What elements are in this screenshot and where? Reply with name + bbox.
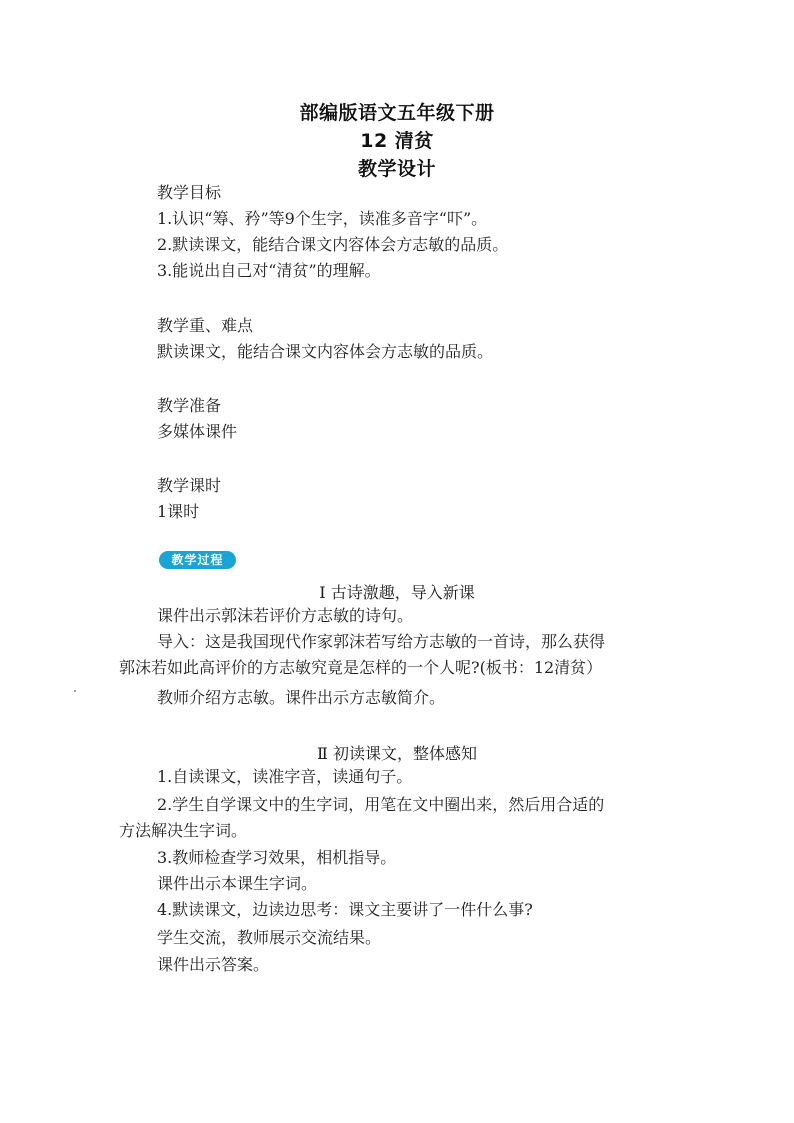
margin-dot	[74, 690, 76, 692]
section2-line: 3.教师检查学习效果，相机指导。	[157, 848, 397, 867]
section2-line: 1.自读课文，读准字音，读通句子。	[157, 767, 413, 786]
design-title: 教学设计	[357, 158, 436, 180]
objective-item: 1.认识“筹、矜”等9个生字，读准多音字“吓”。	[157, 209, 488, 228]
section2-line: 2.学生自学课文中的生字词，用笔在文中圈出来，然后用合适的	[157, 795, 605, 814]
process-badge: 教学过程	[159, 551, 236, 569]
objective-item: 2.默读课文，能结合课文内容体会方志敏的品质。	[157, 235, 509, 254]
key-points-text: 默读课文，能结合课文内容体会方志敏的品质。	[157, 342, 494, 361]
preparation-heading: 教学准备	[157, 396, 222, 415]
section1-line: 教师介绍方志敏。课件出示方志敏简介。	[157, 688, 446, 707]
preparation-text: 多媒体课件	[157, 422, 238, 441]
section2-line: 学生交流，教师展示交流结果。	[157, 928, 382, 947]
document-title: 部编版语文五年级下册	[299, 102, 495, 124]
section1-line: 导入：这是我国现代作家郭沫若写给方志敏的一首诗，那么获得	[157, 632, 606, 651]
class-hours-heading: 教学课时	[157, 476, 222, 495]
objectives-heading: 教学目标	[157, 183, 222, 202]
section2-line: 4.默读课文，边读边思考：课文主要讲了一件什么事?	[157, 900, 533, 919]
section1-heading: Ⅰ 古诗激趣，导入新课	[319, 583, 475, 602]
class-hours-text: 1课时	[157, 502, 200, 521]
section2-line: 课件出示本课生字词。	[157, 874, 318, 893]
key-points-heading: 教学重、难点	[157, 316, 254, 335]
section2-line: 方法解决生字词。	[119, 821, 248, 840]
section1-line: 课件出示郭沫若评价方志敏的诗句。	[157, 606, 414, 625]
section2-heading: Ⅱ 初读课文，整体感知	[317, 744, 477, 763]
objective-item: 3.能说出自己对“清贫”的理解。	[157, 261, 381, 280]
section1-line: 郭沫若如此高评价的方志敏究竟是怎样的一个人呢?(板书：12清贫）	[119, 658, 603, 677]
section2-line: 课件出示答案。	[157, 955, 270, 974]
lesson-title: 12 清贫	[360, 130, 434, 152]
